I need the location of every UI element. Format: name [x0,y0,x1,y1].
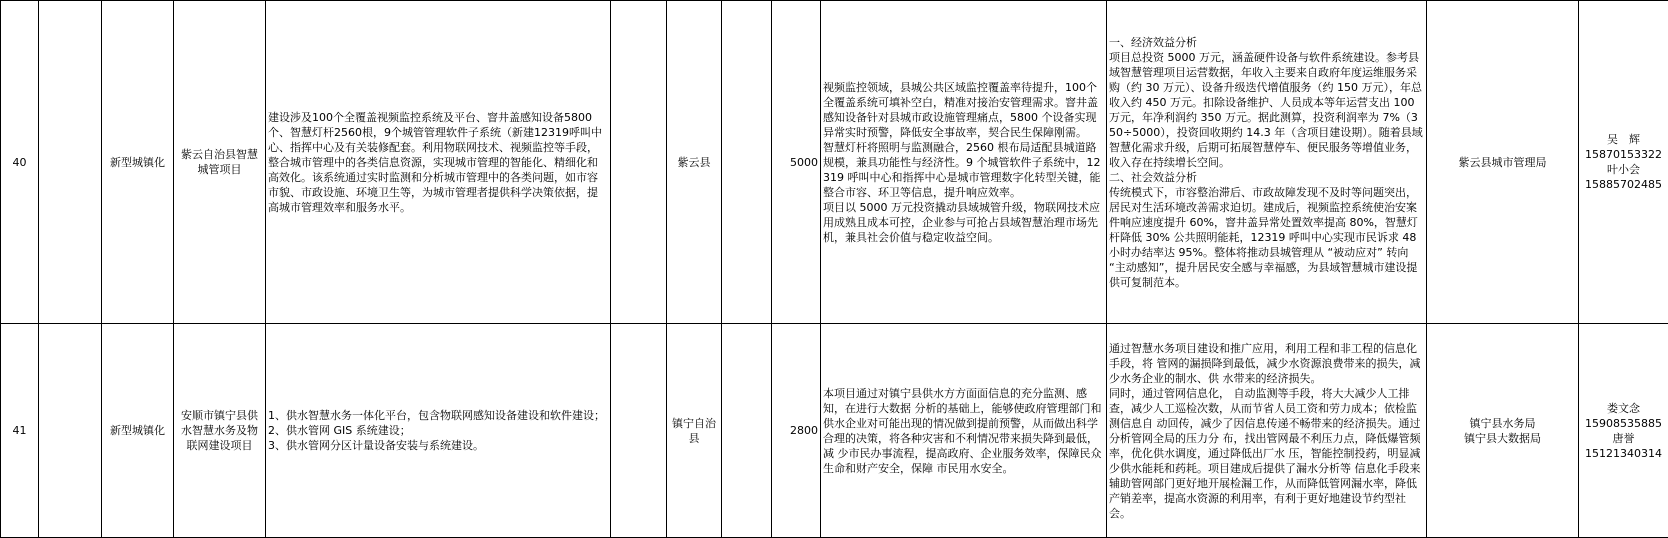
benefit-paragraph: 同时，通过管网信息化， 自动监测等手段，将大大减少人工排查，减少人工巡检次数，从而节省人员工资和劳力成本；依检监测信息自 动回传，减少了因信息传递不畅带来的经济损失。通过分析管网全局的压力分 布，找出管网最不利压力点，降低爆管频率，优化供水调度，通过降低出厂水 压，智能控制投药，明显减少供水能耗和药耗。项目建成后提供了漏水分析等 信息化手段来辅助管网部门更好地开展检漏工作，从而降低管网漏水率，降低 产销差率，提高水资源的利用率，有利于更好地建设节约型社会。 [1109,386,1424,521]
contact-cell [1579,324,1668,538]
project-name-cell: 安顺市镇宁县供水智慧水务及物联网建设项目 [174,324,266,538]
category-cell: 新型城镇化 [102,1,174,324]
necessity-cell: 视频监控领域，县城公共区域监控覆盖率待提升，100个全覆盖系统可填补空白，精准对接治安管理需求。窨井盖感知设备针对县城市政设施管理痛点，5800 个设备实现异常实时预警，降低安全事故率，契合民生保障刚需。 智慧灯杆将照明与监测融合，2560 根布局适配县城道路规模，兼具功能性与经济性。9 个城管软件子系统中，12319 呼叫中心和指挥中心是城市管理数字化转型关键，能整合市容、环卫等信息，提升响应效率。 项目以 5000 万元投资撬动县域城管升级，物联网技术应用成熟且成本可控，企业参与可抢占县域智慧治理市场先机，兼具社会价值与稳定收益空间。 [821,1,1107,324]
empty-cell [39,324,102,538]
row-index-cell: 40 [1,1,39,324]
contact-phone: 15121340314 [1581,446,1666,461]
contact-phone: 15885702485 [1581,177,1666,192]
benefit-paragraph: 传统模式下，市容整治滞后、市政故障发现不及时等问题突出，居民对生活环境改善需求迫切。建成后，视频监控系统使治安案件响应速度提升 60%，窨井盖异常处置效率提高 80%，智慧灯杆降低 30% 公共照明能耗，12319 呼叫中心实现市民诉求 48 小时办结率达 95%。整体将推动县城管理从 “被动应对” 转向 “主动感知”，提升居民安全感与幸福感，为县域智慧城市建设提供可复制范本。 [1109,185,1424,290]
contact-phone: 15908535885 [1581,416,1666,431]
owner-unit-cell: 紫云县城市管理局 [1427,1,1579,324]
location-cell: 紫云县 [667,1,722,324]
project-name-cell: 紫云自治县智慧城管项目 [174,1,266,324]
content-item: 3、供水管网分区计量设备安装与系统建设。 [268,438,608,453]
contact-phone: 15870153322 [1581,147,1666,162]
row-index-cell: 41 [1,324,39,538]
contact-cell [1579,1,1668,324]
owner-unit-line: 镇宁县大数据局 [1429,431,1576,446]
project-content-cell [266,324,611,538]
owner-unit-line: 镇宁县水务局 [1429,416,1576,431]
category-cell: 新型城镇化 [102,324,174,538]
owner-unit-cell [1427,324,1579,538]
empty-cell [611,1,667,324]
empty-cell [39,1,102,324]
contact-name: 叶小会 [1581,162,1666,177]
contact-name: 娄文念 [1581,401,1666,416]
benefit-analysis-cell [1107,1,1427,324]
benefit-paragraph: 通过智慧水务项目建设和推广应用，利用工程和非工程的信息化手段，将 管网的漏损降到最低，减少水资源浪费带来的损失，减少水务企业的制水、供 水带来的经济损失。 [1109,341,1424,386]
necessity-cell: 本项目通过对镇宁县供水方方面面信息的充分监测、感知，在进行大数据 分析的基础上，能够使政府管理部门和供水企业对可能出现的情况做到提前预警，从而做出科学合理的决策，将各种灾害和不利情况带来损失降到最低，减 少市民办事流程，提高政府、企业服务效率，保障民众生命和财产安全，保障 市民用水安全。 [821,324,1107,538]
empty-cell [611,324,667,538]
contact-name: 吴 辉 [1581,132,1666,147]
investment-cell: 2800 [772,324,821,538]
content-item: 1、供水智慧水务一体化平台，包含物联网感知设备建设和软件建设； [268,408,608,423]
table-row [1,324,1668,538]
project-content-cell: 建设涉及100个全覆盖视频监控系统及平台、窨井盖感知设备5800个、智慧灯杆2560根，9个城管管理软件子系统（新建12319呼叫中心、指挥中心及有关装修配套。利用物联网技术、视频监控等手段，整合城市管理中的各类信息资源，实现城市管理的智能化、精细化和高效化。该系统通过实时监测和分析城市管理中的各类问题，如市容市貌、市政设施、环境卫生等，为城市管理者提供科学决策依据，提高城市管理效率和服务水平。 [266,1,611,324]
content-item: 2、供水管网 GIS 系统建设； [268,423,608,438]
empty-cell [722,1,772,324]
benefit-heading: 二、社会效益分析 [1109,170,1424,185]
empty-cell [722,324,772,538]
location-cell: 镇宁自治县 [667,324,722,538]
table-row [1,1,1668,324]
contact-name: 唐誉 [1581,431,1666,446]
benefit-analysis-cell [1107,324,1427,538]
benefit-heading: 一、经济效益分析 [1109,35,1424,50]
benefit-paragraph: 项目总投资 5000 万元，涵盖硬件设备与软件系统建设。参考县域智慧管理项目运营数据，年收入主要来自政府年度运维服务采购（约 30 万元）、设备升级迭代增值服务（约 150 万元），年总收入约 450 万元。扣除设备维护、人员成本等年运营支出 100 万元，年净利润约 350 万元。据此测算，投资利润率为 7%（350÷5000），投资回收期约 14.3 年（含项目建设期）。随着县域智慧化需求升级，后期可拓展智慧停车、便民服务等增值业务，收入存在持续增长空间。 [1109,50,1424,170]
investment-cell: 5000 [772,1,821,324]
